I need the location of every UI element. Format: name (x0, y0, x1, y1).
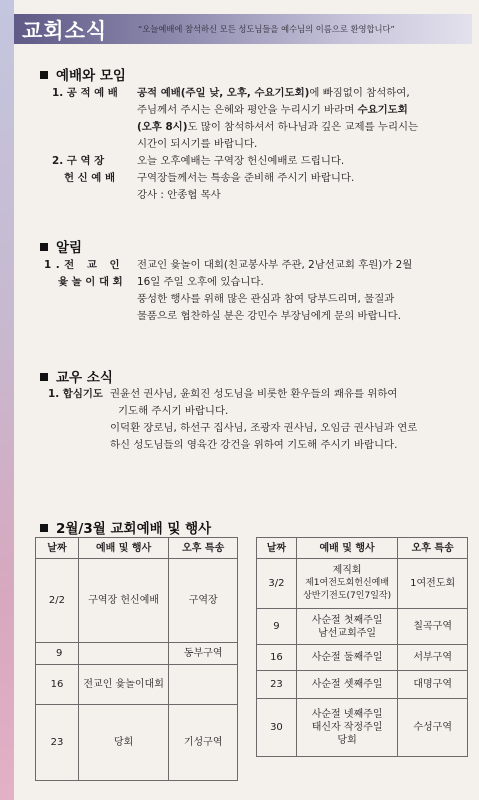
cell-special: 1여전도회 (398, 559, 468, 609)
cell-date: 23 (36, 705, 79, 781)
cell-event (296, 699, 397, 757)
members-line2: 기도해 주시기 바랍니다. (118, 405, 229, 417)
cell-event: 사순절 둘째주일 (296, 645, 397, 671)
table-row (36, 665, 238, 705)
cell-special: 대명구역 (398, 671, 468, 699)
worship-item2-line3: 강사 : 안종협 목사 (137, 189, 221, 201)
cell-event-line: 제1여전도회헌신예배 (305, 578, 390, 588)
table-row (36, 643, 238, 665)
cell-special: 칠곡구역 (398, 609, 468, 645)
table-row (36, 705, 238, 781)
cell-event (296, 609, 397, 645)
cell-event: 전교인 윷놀이대회 (78, 665, 168, 705)
table-row (36, 559, 238, 643)
worship-item2-line2: 구역장들께서는 특송을 준비해 주시기 바랍니다. (137, 172, 355, 184)
left-decorative-bar (0, 0, 14, 800)
section-members-title: 교우 소식 (40, 366, 113, 386)
worship-item1-label: 1. 공 적 예 배 (52, 87, 118, 99)
table-header-row (257, 538, 468, 559)
events-table-march (256, 537, 468, 757)
table-row (257, 609, 468, 645)
cell-special: 기성구역 (169, 705, 238, 781)
cell-date: 23 (257, 671, 297, 699)
column-header-event: 예배 및 행사 (78, 538, 168, 559)
members-line1: 권윤선 권사님, 윤희진 성도님을 비롯한 환우들의 쾌유를 위하여 (110, 388, 398, 400)
cell-event-line: 태신자 작정주일 (311, 722, 383, 733)
cell-special: 서부구역 (398, 645, 468, 671)
cell-event (296, 559, 397, 609)
cell-special (169, 665, 238, 705)
column-header-special: 오후 특송 (169, 538, 238, 559)
notice-item1-sublabel: 윷 놀 이 대 회 (58, 276, 123, 288)
cell-event-line: 제직회 (332, 565, 362, 576)
members-item1-label: 1. 합심기도 (48, 388, 103, 400)
notice-line2: 16일 주일 오후에 있습니다. (137, 276, 264, 288)
cell-special: 동부구역 (169, 643, 238, 665)
cell-date: 3/2 (257, 559, 297, 609)
worship-item2-sublabel: 헌 신 예 배 (64, 172, 116, 184)
cell-event (78, 643, 168, 665)
worship-item1-line1: 공적 예배(주일 낮, 오후, 수요기도회)에 빠짐없이 참석하여, (137, 87, 410, 99)
cell-date: 2/2 (36, 559, 79, 643)
table-row (257, 645, 468, 671)
notice-line4: 물품으로 협찬하실 분은 강민수 부장님에게 문의 바랍니다. (137, 310, 402, 322)
section-worship-title: 예배와 모임 (40, 64, 126, 84)
cell-date: 16 (257, 645, 297, 671)
table-row (257, 699, 468, 757)
column-header-event: 예배 및 행사 (296, 538, 397, 559)
members-line3: 이덕환 장로님, 하선구 집사님, 조광자 권사님, 오임금 권사님과 연로 (110, 422, 418, 434)
cell-date: 30 (257, 699, 297, 757)
events-table-february (35, 537, 238, 781)
cell-special: 수성구역 (398, 699, 468, 757)
notice-line3: 풍성한 행사를 위해 많은 관심과 참여 당부드리며, 물질과 (137, 293, 395, 305)
table-header-row (36, 538, 238, 559)
square-bullet-icon (40, 373, 48, 381)
cell-date: 16 (36, 665, 79, 705)
members-line4: 하신 성도님들의 영육간 강건을 위하여 기도해 주시기 바랍니다. (110, 439, 398, 451)
section-notice-title: 알림 (40, 236, 82, 256)
worship-item1-line2: 주님께서 주시는 은혜와 평안을 누리시기 바라며 수요기도회 (137, 104, 408, 116)
cell-event: 사순절 셋째주일 (296, 671, 397, 699)
square-bullet-icon (40, 243, 48, 251)
notice-item1-label: 1.전 교 인 (44, 259, 125, 271)
cell-event-line: 상반기전도(7인7일작) (303, 591, 392, 601)
welcome-message: “오늘예배에 참석하신 모든 성도님들을 예수님의 이름으로 환영합니다” (138, 24, 395, 34)
square-bullet-icon (40, 71, 48, 79)
cell-date: 9 (257, 609, 297, 645)
square-bullet-icon (40, 524, 48, 532)
section-events-title: 2월/3월 교회예배 및 행사 (40, 517, 211, 537)
worship-item2-line1: 오늘 오후예배는 구역장 헌신예배로 드립니다. (137, 155, 345, 167)
cell-special: 구역장 (169, 559, 238, 643)
worship-item1-line4: 시간이 되시기를 바랍니다. (137, 138, 258, 150)
table-row (257, 559, 468, 609)
table-row (257, 671, 468, 699)
cell-event: 구역장 헌신예배 (78, 559, 168, 643)
cell-event-line: 사순절 넷째주일 (311, 709, 383, 720)
column-header-date: 날짜 (257, 538, 297, 559)
column-header-date: 날짜 (36, 538, 79, 559)
header-banner (14, 14, 472, 44)
page-title: 교회소식 (22, 19, 108, 43)
notice-line1: 전교인 윷놀이 대회(친교봉사부 주관, 2남선교회 후원)가 2월 (137, 259, 413, 271)
cell-date: 9 (36, 643, 79, 665)
cell-event-line: 사순절 첫째주일 (311, 614, 383, 626)
column-header-special: 오후 특송 (398, 538, 468, 559)
worship-item2-label: 2. 구 역 장 (52, 155, 105, 167)
worship-item1-line3: (오후 8시)도 많이 참석하셔서 하나님과 깊은 교제를 누리시는 (137, 121, 419, 133)
cell-event-line: 남선교회주일 (318, 627, 377, 639)
cell-event-line: 당회 (337, 735, 357, 746)
cell-event: 당회 (78, 705, 168, 781)
